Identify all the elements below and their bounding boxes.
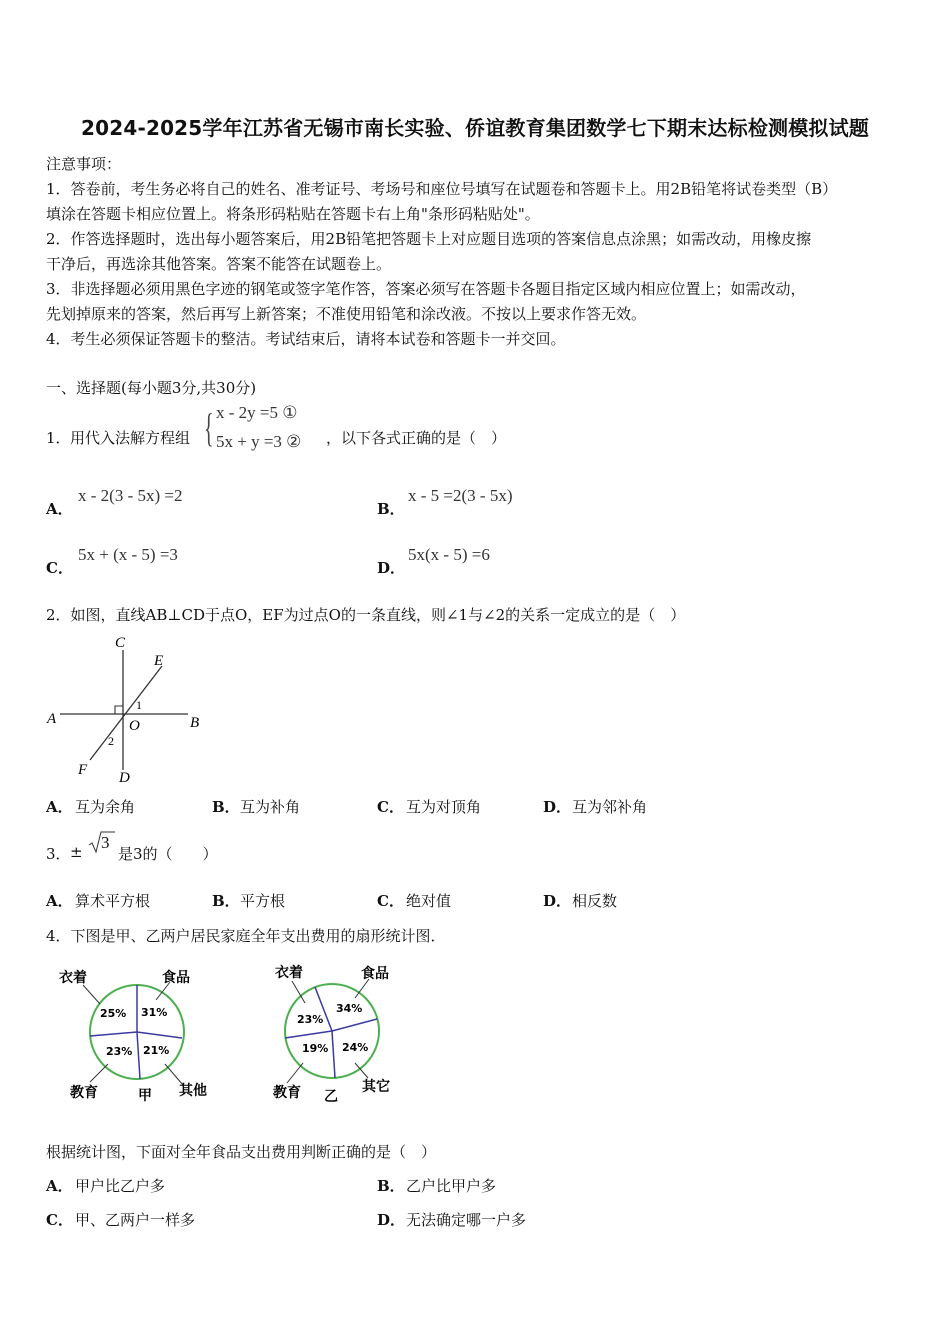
q3-radicand: 3 xyxy=(101,833,110,852)
pie-jia-divider xyxy=(137,1032,182,1038)
pie-jia-label-food: 食品 xyxy=(162,970,190,986)
notice-line: 填涂在答题卡相应位置上。将条形码粘贴在答题卡右上角"条形码粘贴处"。 xyxy=(46,205,540,223)
pie-yi-label-clothing: 衣着 xyxy=(275,965,303,981)
pie-yi-divider xyxy=(332,1019,377,1031)
label-b: B xyxy=(190,715,200,731)
pie-jia-leader xyxy=(165,1064,183,1085)
pie-yi-divider xyxy=(332,1031,335,1078)
pie-jia-divider xyxy=(137,1032,140,1079)
label-e: E xyxy=(154,653,164,669)
q3-option-c-label[interactable]: C． xyxy=(377,892,404,910)
pie-yi-value-education: 19% xyxy=(302,1042,329,1055)
pie-jia-value-food: 31% xyxy=(141,1006,168,1019)
pie-jia-label-clothing: 衣着 xyxy=(59,970,87,986)
q1-option-d: 5x(x - 5) =6 xyxy=(408,545,490,564)
q1-option-c: 5x + (x - 5) =3 xyxy=(78,545,178,564)
q2-option-c: 互为对顶角 xyxy=(406,798,482,816)
q4-question: 根据统计图，下面对全年食品支出费用判断正确的是（ ） xyxy=(46,1143,437,1161)
q4-option-c: 甲、乙两户一样多 xyxy=(75,1211,196,1229)
notice-line: 4．考生必须保证答题卡的整洁。考试结束后，请将本试卷和答题卡一并交回。 xyxy=(46,330,566,348)
notice-line: 干净后，再选涂其他答案。答案不能答在试题卷上。 xyxy=(46,255,392,273)
q2-option-a: 互为余角 xyxy=(75,798,136,816)
q1-number: 1． xyxy=(46,429,71,447)
q1-option-d-label[interactable]: D． xyxy=(377,559,406,577)
pie-yi-label-other: 其它 xyxy=(362,1079,390,1095)
pie-yi-value-other: 24% xyxy=(342,1041,369,1054)
q3-option-b: 平方根 xyxy=(240,892,286,910)
label-d: D xyxy=(119,770,130,786)
pie-yi-label-education: 教育 xyxy=(273,1085,301,1101)
q3-pm: ± xyxy=(70,843,83,861)
pie-chart-yi xyxy=(265,955,445,1110)
pie-jia-label-other: 其他 xyxy=(179,1083,207,1099)
label-o: O xyxy=(129,718,140,734)
pie-jia-value-other: 21% xyxy=(143,1044,170,1057)
q4-option-b: 乙户比甲户多 xyxy=(406,1177,497,1195)
right-angle-mark xyxy=(115,706,123,714)
q4-option-a-label[interactable]: A． xyxy=(46,1177,73,1195)
q1-option-c-label[interactable]: C． xyxy=(46,559,73,577)
q3-option-b-label[interactable]: B． xyxy=(212,892,240,910)
q3-option-a: 算术平方根 xyxy=(75,892,151,910)
pie-chart-jia xyxy=(50,960,230,1110)
q1-option-b-label[interactable]: B． xyxy=(377,500,405,518)
q2-option-b: 互为补角 xyxy=(240,798,301,816)
q3-option-d-label[interactable]: D． xyxy=(543,892,572,910)
q3-option-a-label[interactable]: A． xyxy=(46,892,73,910)
q3-option-d: 相反数 xyxy=(572,892,618,910)
q4-option-d: 无法确定哪一户多 xyxy=(406,1211,527,1229)
label-f: F xyxy=(78,762,88,778)
q4-option-d-label[interactable]: D． xyxy=(377,1211,406,1229)
q2-figure xyxy=(40,630,215,790)
section-heading: 一、选择题(每小题3分,共30分) xyxy=(46,379,257,397)
q1-stem: 用代入法解方程组 xyxy=(70,429,191,447)
q1-brace: { xyxy=(204,405,214,450)
q4-option-a: 甲户比乙户多 xyxy=(75,1177,166,1195)
q3-stem: 是3的（ ） xyxy=(118,845,218,863)
pie-jia-leader xyxy=(90,1064,108,1082)
notice-line: 1．答卷前，考生务必将自己的姓名、准考证号、考场号和座位号填写在试题卷和答题卡上。用2B铅笔将试卷类型（B） xyxy=(46,180,838,198)
q3-number: 3． xyxy=(46,845,71,863)
angle-2-label: 2 xyxy=(108,734,114,748)
pie-yi-leader xyxy=(287,1063,303,1083)
q2-option-a-label[interactable]: A． xyxy=(46,798,73,816)
pie-yi-leader xyxy=(292,981,305,1003)
q1-option-a: x - 2(3 - 5x) =2 xyxy=(78,486,183,505)
notice-line: 3．非选择题必须用黑色字迹的钢笔或签字笔作答，答案必须写在答题卡各题目指定区域内相应位置上；如需改动， xyxy=(46,280,806,298)
pie-yi-name: 乙 xyxy=(324,1089,338,1105)
pie-jia-name: 甲 xyxy=(138,1088,152,1104)
q1-equation-1: x - 2y =5 ① xyxy=(216,403,298,422)
q2-option-d: 互为邻补角 xyxy=(572,798,648,816)
pie-yi-value-food: 34% xyxy=(336,1002,363,1015)
q1-option-a-label[interactable]: A． xyxy=(46,500,73,518)
notice-line: 2．作答选择题时，选出每小题答案后，用2B铅笔把答题卡上对应题目选项的答案信息点涂黑；如需改动，用橡皮擦 xyxy=(46,230,812,248)
q3-option-c: 绝对值 xyxy=(406,892,452,910)
q4-option-c-label[interactable]: C． xyxy=(46,1211,73,1229)
q2-option-c-label[interactable]: C． xyxy=(377,798,404,816)
pie-jia-leader xyxy=(83,985,100,1004)
pie-jia-value-clothing: 25% xyxy=(100,1007,127,1020)
pie-jia-divider xyxy=(90,1032,137,1036)
pie-jia-label-education: 教育 xyxy=(70,1085,98,1101)
page-title: 2024-2025学年江苏省无锡市南长实验、侨谊教育集团数学七下期末达标检测模拟试题 xyxy=(80,116,870,140)
pie-yi-divider xyxy=(285,1031,332,1038)
line-ef xyxy=(90,666,162,760)
q4-option-b-label[interactable]: B． xyxy=(377,1177,405,1195)
q1-stem-tail: ，以下各式正确的是（ ） xyxy=(326,429,507,447)
angle-1-label: 1 xyxy=(136,698,142,712)
q2-option-b-label[interactable]: B． xyxy=(212,798,240,816)
pie-yi-value-clothing: 23% xyxy=(297,1013,324,1026)
label-a: A xyxy=(47,711,57,727)
label-c: C xyxy=(115,635,126,651)
notice-line: 先划掉原来的答案，然后再写上新答案；不准使用铅笔和涂改液。不按以上要求作答无效。 xyxy=(46,305,647,323)
q1-equation-2: 5x + y =3 ② xyxy=(216,432,302,451)
q2-option-d-label[interactable]: D． xyxy=(543,798,572,816)
q4-stem: 4．下图是甲、乙两户居民家庭全年支出费用的扇形统计图． xyxy=(46,927,446,945)
q1-option-b: x - 5 =2(3 - 5x) xyxy=(408,486,513,505)
q2-stem: 2．如图，直线AB⊥CD于点O，EF为过点O的一条直线，则∠1与∠2的关系一定成立的是（ ） xyxy=(46,606,686,624)
notice-heading: 注意事项： xyxy=(46,155,122,173)
pie-jia-value-education: 23% xyxy=(106,1045,133,1058)
pie-yi-label-food: 食品 xyxy=(361,966,389,982)
